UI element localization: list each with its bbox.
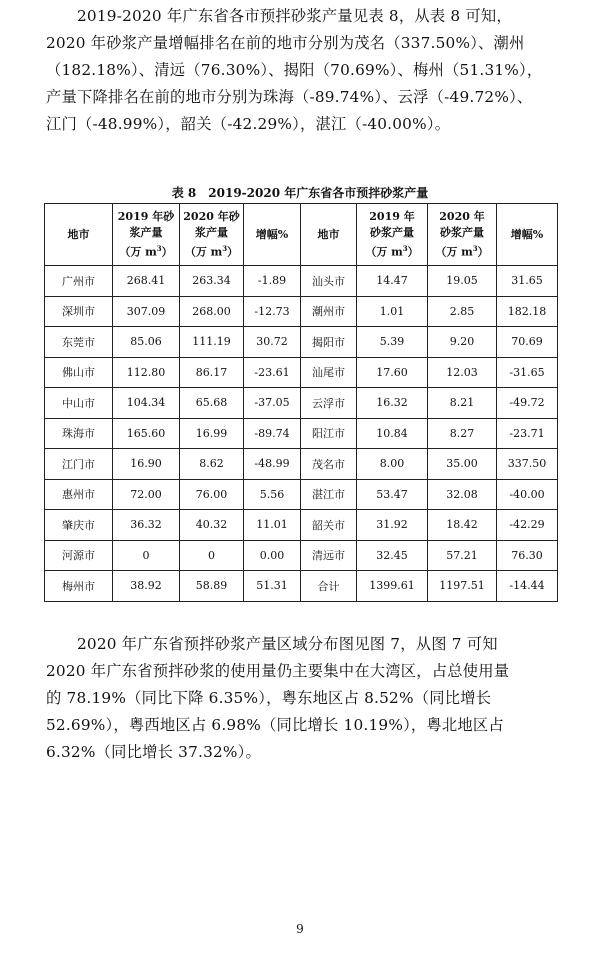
cell-value: 5.39	[357, 327, 428, 358]
intro-paragraph	[46, 3, 556, 138]
cell-growth: -1.89	[244, 266, 301, 297]
cell-value: 16.99	[180, 418, 244, 449]
table-row	[45, 388, 558, 419]
table-row	[45, 510, 558, 541]
cell-value: 58.89	[180, 571, 244, 602]
cell-value: 36.32	[113, 510, 180, 541]
page-number: 9	[296, 922, 304, 936]
cell-total-value: 1197.51	[428, 571, 497, 602]
cell-value: 35.00	[428, 449, 497, 480]
cell-value: 76.00	[180, 479, 244, 510]
cell-value: 8.00	[357, 449, 428, 480]
table-row	[45, 540, 558, 571]
cell-growth: -49.72	[497, 388, 558, 419]
cell-city: 深圳市	[45, 296, 113, 327]
cell-growth: 5.56	[244, 479, 301, 510]
cell-growth: -40.00	[497, 479, 558, 510]
cell-city: 珠海市	[45, 418, 113, 449]
cell-value: 2.85	[428, 296, 497, 327]
cell-city: 韶关市	[301, 510, 357, 541]
cell-city: 清远市	[301, 540, 357, 571]
cell-city: 茂名市	[301, 449, 357, 480]
cell-value: 165.60	[113, 418, 180, 449]
cell-growth: 31.65	[497, 266, 558, 297]
cell-city: 河源市	[45, 540, 113, 571]
cell-value: 53.47	[357, 479, 428, 510]
cell-value: 16.32	[357, 388, 428, 419]
cell-city: 云浮市	[301, 388, 357, 419]
intro-line: 产量下降排名在前的地市分别为珠海（-89.74%）、云浮（-49.72%）、	[46, 88, 533, 106]
cell-value: 12.03	[428, 357, 497, 388]
cell-growth: -48.99	[244, 449, 301, 480]
cell-value: 19.05	[428, 266, 497, 297]
cell-value: 0	[180, 540, 244, 571]
cell-value: 31.92	[357, 510, 428, 541]
cell-city: 中山市	[45, 388, 113, 419]
cell-value: 85.06	[113, 327, 180, 358]
cell-total-value: 1399.61	[357, 571, 428, 602]
cell-value: 307.09	[113, 296, 180, 327]
region-paragraph	[46, 631, 556, 766]
cell-value: 86.17	[180, 357, 244, 388]
cell-value: 32.45	[357, 540, 428, 571]
cell-growth: 51.31	[244, 571, 301, 602]
table-row	[45, 327, 558, 358]
cell-value: 111.19	[180, 327, 244, 358]
cell-growth: -23.61	[244, 357, 301, 388]
table-header-row	[45, 204, 558, 266]
header-2019-output-right: 2019 年 砂浆产量 （万 $m^3$）	[357, 204, 428, 266]
cell-growth: 70.69	[497, 327, 558, 358]
cell-value: 17.60	[357, 357, 428, 388]
cell-value: 18.42	[428, 510, 497, 541]
cell-value: 1.01	[357, 296, 428, 327]
cell-value: 268.00	[180, 296, 244, 327]
cell-growth: -37.05	[244, 388, 301, 419]
cell-city: 潮州市	[301, 296, 357, 327]
cell-value: 112.80	[113, 357, 180, 388]
cell-value: 0	[113, 540, 180, 571]
region-line: 2020 年广东省预拌砂浆产量区域分布图见图 7，从图 7 可知	[77, 635, 498, 653]
cell-city: 揭阳市	[301, 327, 357, 358]
cell-city: 汕头市	[301, 266, 357, 297]
cell-growth: -23.71	[497, 418, 558, 449]
intro-line: （182.18%）、清远（76.30%）、揭阳（70.69%）、梅州（51.31%），	[46, 61, 543, 79]
header-2019-output: 2019 年砂 浆产量 （万 $m^3$）	[113, 204, 180, 266]
cell-city: 汕尾市	[301, 357, 357, 388]
cell-city: 湛江市	[301, 479, 357, 510]
region-line: 52.69%），粤西地区占 6.98%（同比增长 10.19%），粤北地区占	[46, 716, 504, 734]
cell-value: 40.32	[180, 510, 244, 541]
cell-growth: 182.18	[497, 296, 558, 327]
region-line: 的 78.19%（同比下降 6.35%），粤东地区占 8.52%（同比增长	[46, 689, 492, 707]
cell-city: 惠州市	[45, 479, 113, 510]
table-row	[45, 266, 558, 297]
cell-value: 268.41	[113, 266, 180, 297]
header-2020-output: 2020 年砂 浆产量 （万 $m^3$）	[180, 204, 244, 266]
cell-value: 16.90	[113, 449, 180, 480]
cell-city: 广州市	[45, 266, 113, 297]
cell-city: 肇庆市	[45, 510, 113, 541]
intro-line: 2020 年砂浆产量增幅排名在前的地市分别为茂名（337.50%）、潮州	[46, 34, 525, 52]
intro-line: 2019-2020 年广东省各市预拌砂浆产量见表 8，从表 8 可知，	[77, 7, 512, 25]
cell-value: 72.00	[113, 479, 180, 510]
production-table	[44, 203, 558, 602]
table-row	[45, 449, 558, 480]
cell-value: 32.08	[428, 479, 497, 510]
cell-growth: -89.74	[244, 418, 301, 449]
intro-line: 江门（-48.99%），韶关（-42.29%），湛江（-40.00%）。	[46, 115, 451, 133]
cell-value: 104.34	[113, 388, 180, 419]
cell-value: 263.34	[180, 266, 244, 297]
header-2020-output-right: 2020 年 砂浆产量 （万 $m^3$）	[428, 204, 497, 266]
cell-total-label: 合计	[301, 571, 357, 602]
cell-growth: -12.73	[244, 296, 301, 327]
cell-total-growth: -14.44	[497, 571, 558, 602]
table-row	[45, 479, 558, 510]
table-row	[45, 357, 558, 388]
region-line: 6.32%（同比增长 37.32%）。	[46, 743, 262, 761]
cell-value: 14.47	[357, 266, 428, 297]
cell-city: 江门市	[45, 449, 113, 480]
cell-value: 9.20	[428, 327, 497, 358]
table-caption: 表 8 2019-2020 年广东省各市预拌砂浆产量	[171, 186, 429, 200]
cell-growth: 11.01	[244, 510, 301, 541]
header-growth: 增幅%	[244, 204, 301, 266]
cell-growth: 76.30	[497, 540, 558, 571]
cell-value: 8.27	[428, 418, 497, 449]
cell-city: 东莞市	[45, 327, 113, 358]
header-city: 地市	[45, 204, 113, 266]
region-line: 2020 年广东省预拌砂浆的使用量仍主要集中在大湾区，占总使用量	[46, 662, 510, 680]
cell-growth: -31.65	[497, 357, 558, 388]
cell-growth: -42.29	[497, 510, 558, 541]
cell-growth: 0.00	[244, 540, 301, 571]
table-row	[45, 296, 558, 327]
table-row	[45, 571, 558, 602]
cell-value: 8.21	[428, 388, 497, 419]
header-city-right: 地市	[301, 204, 357, 266]
cell-city: 阳江市	[301, 418, 357, 449]
header-growth-right: 增幅%	[497, 204, 558, 266]
cell-value: 10.84	[357, 418, 428, 449]
cell-value: 65.68	[180, 388, 244, 419]
cell-growth: 337.50	[497, 449, 558, 480]
cell-value: 38.92	[113, 571, 180, 602]
cell-city: 佛山市	[45, 357, 113, 388]
table-row	[45, 418, 558, 449]
cell-value: 57.21	[428, 540, 497, 571]
cell-city: 梅州市	[45, 571, 113, 602]
cell-growth: 30.72	[244, 327, 301, 358]
cell-value: 8.62	[180, 449, 244, 480]
